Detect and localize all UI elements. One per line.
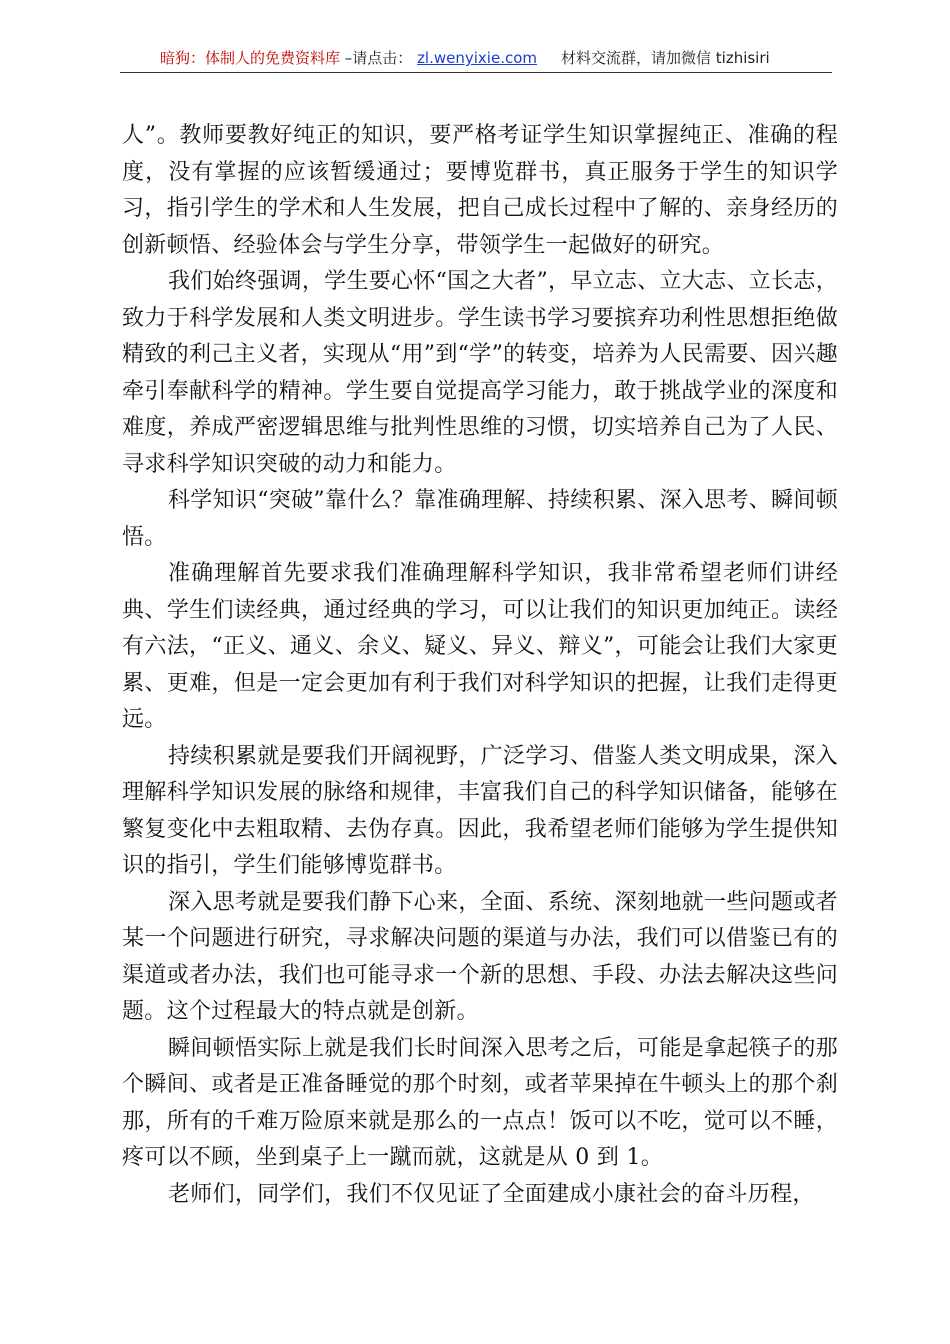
paragraph-4: 准确理解首先要求我们准确理解科学知识，我非常希望老师们讲经典、学生们读经典，通过经典的学习，可以让我们的知识更加纯正。读经有六法，“正义、通义、余义、疑义、异义、辩义”，可能会让我们大家更累、更难，但是一定会更加有利于我们对科学知识的把握，让我们走得更远。	[122, 561, 838, 732]
header-brand: 暗狗：体制人的免费资料库	[160, 49, 341, 67]
document-body	[122, 118, 838, 1213]
paragraph-8: 老师们，同学们，我们不仅见证了全面建成小康社会的奋斗历程，	[168, 1181, 815, 1207]
paragraph-7: 瞬间顿悟实际上就是我们长时间深入思考之后，可能是拿起筷子的那个瞬间、或者是正准备睡觉的那个时刻，或者苹果掉在牛顿头上的那个刹那，所有的千难万险原来就是那么的一点点！饭可以不吃，觉可以不睡，疼可以不顾，坐到桌子上一蹴而就，这就是从 0 到 1。	[122, 1035, 838, 1170]
header-prompt: –请点击：	[340, 49, 418, 67]
header-link[interactable]: zl.wenyixie.com	[417, 49, 537, 67]
page-header	[120, 44, 832, 73]
paragraph-2: 我们始终强调，学生要心怀“国之大者”，早立志、立大志、立长志，致力于科学发展和人类文明进步。学生读书学习要摈弃功利性思想拒绝做精致的利己主义者，实现从“用”到“学”的转变，培养为人民需要、因兴趣牵引奉献科学的精神。学生要自觉提高学习能力，敢于挑战学业的深度和难度，养成严密逻辑思维与批判性思维的习惯，切实培养自己为了人民、寻求科学知识突破的动力和能力。	[122, 269, 838, 477]
paragraph-3: 科学知识“突破”靠什么？靠准确理解、持续积累、深入思考、瞬间顿悟。	[122, 488, 838, 550]
header-group-info: 材料交流群，请加微信 tizhisiri	[561, 49, 770, 67]
paragraph-5: 持续积累就是要我们开阔视野，广泛学习、借鉴人类文明成果，深入理解科学知识发展的脉络和规律，丰富我们自己的科学知识储备，能够在繁复变化中去粗取精、去伪存真。因此，我希望老师们能够为学生提供知识的指引，学生们能够博览群书。	[122, 743, 838, 878]
paragraph-1: 人”。教师要教好纯正的知识，要严格考证学生知识掌握纯正、准确的程度，没有掌握的应该暂缓通过；要博览群书，真正服务于学生的知识学习，指引学生的学术和人生发展，把自己成长过程中了解的、亲身经历的创新顿悟、经验体会与学生分享，带领学生一起做好的研究。	[122, 123, 838, 258]
paragraph-6: 深入思考就是要我们静下心来，全面、系统、深刻地就一些问题或者某一个问题进行研究，寻求解决问题的渠道与办法，我们可以借鉴已有的渠道或者办法，我们也可能寻求一个新的思想、手段、办法去解决这些问题。这个过程最大的特点就是创新。	[122, 889, 838, 1024]
